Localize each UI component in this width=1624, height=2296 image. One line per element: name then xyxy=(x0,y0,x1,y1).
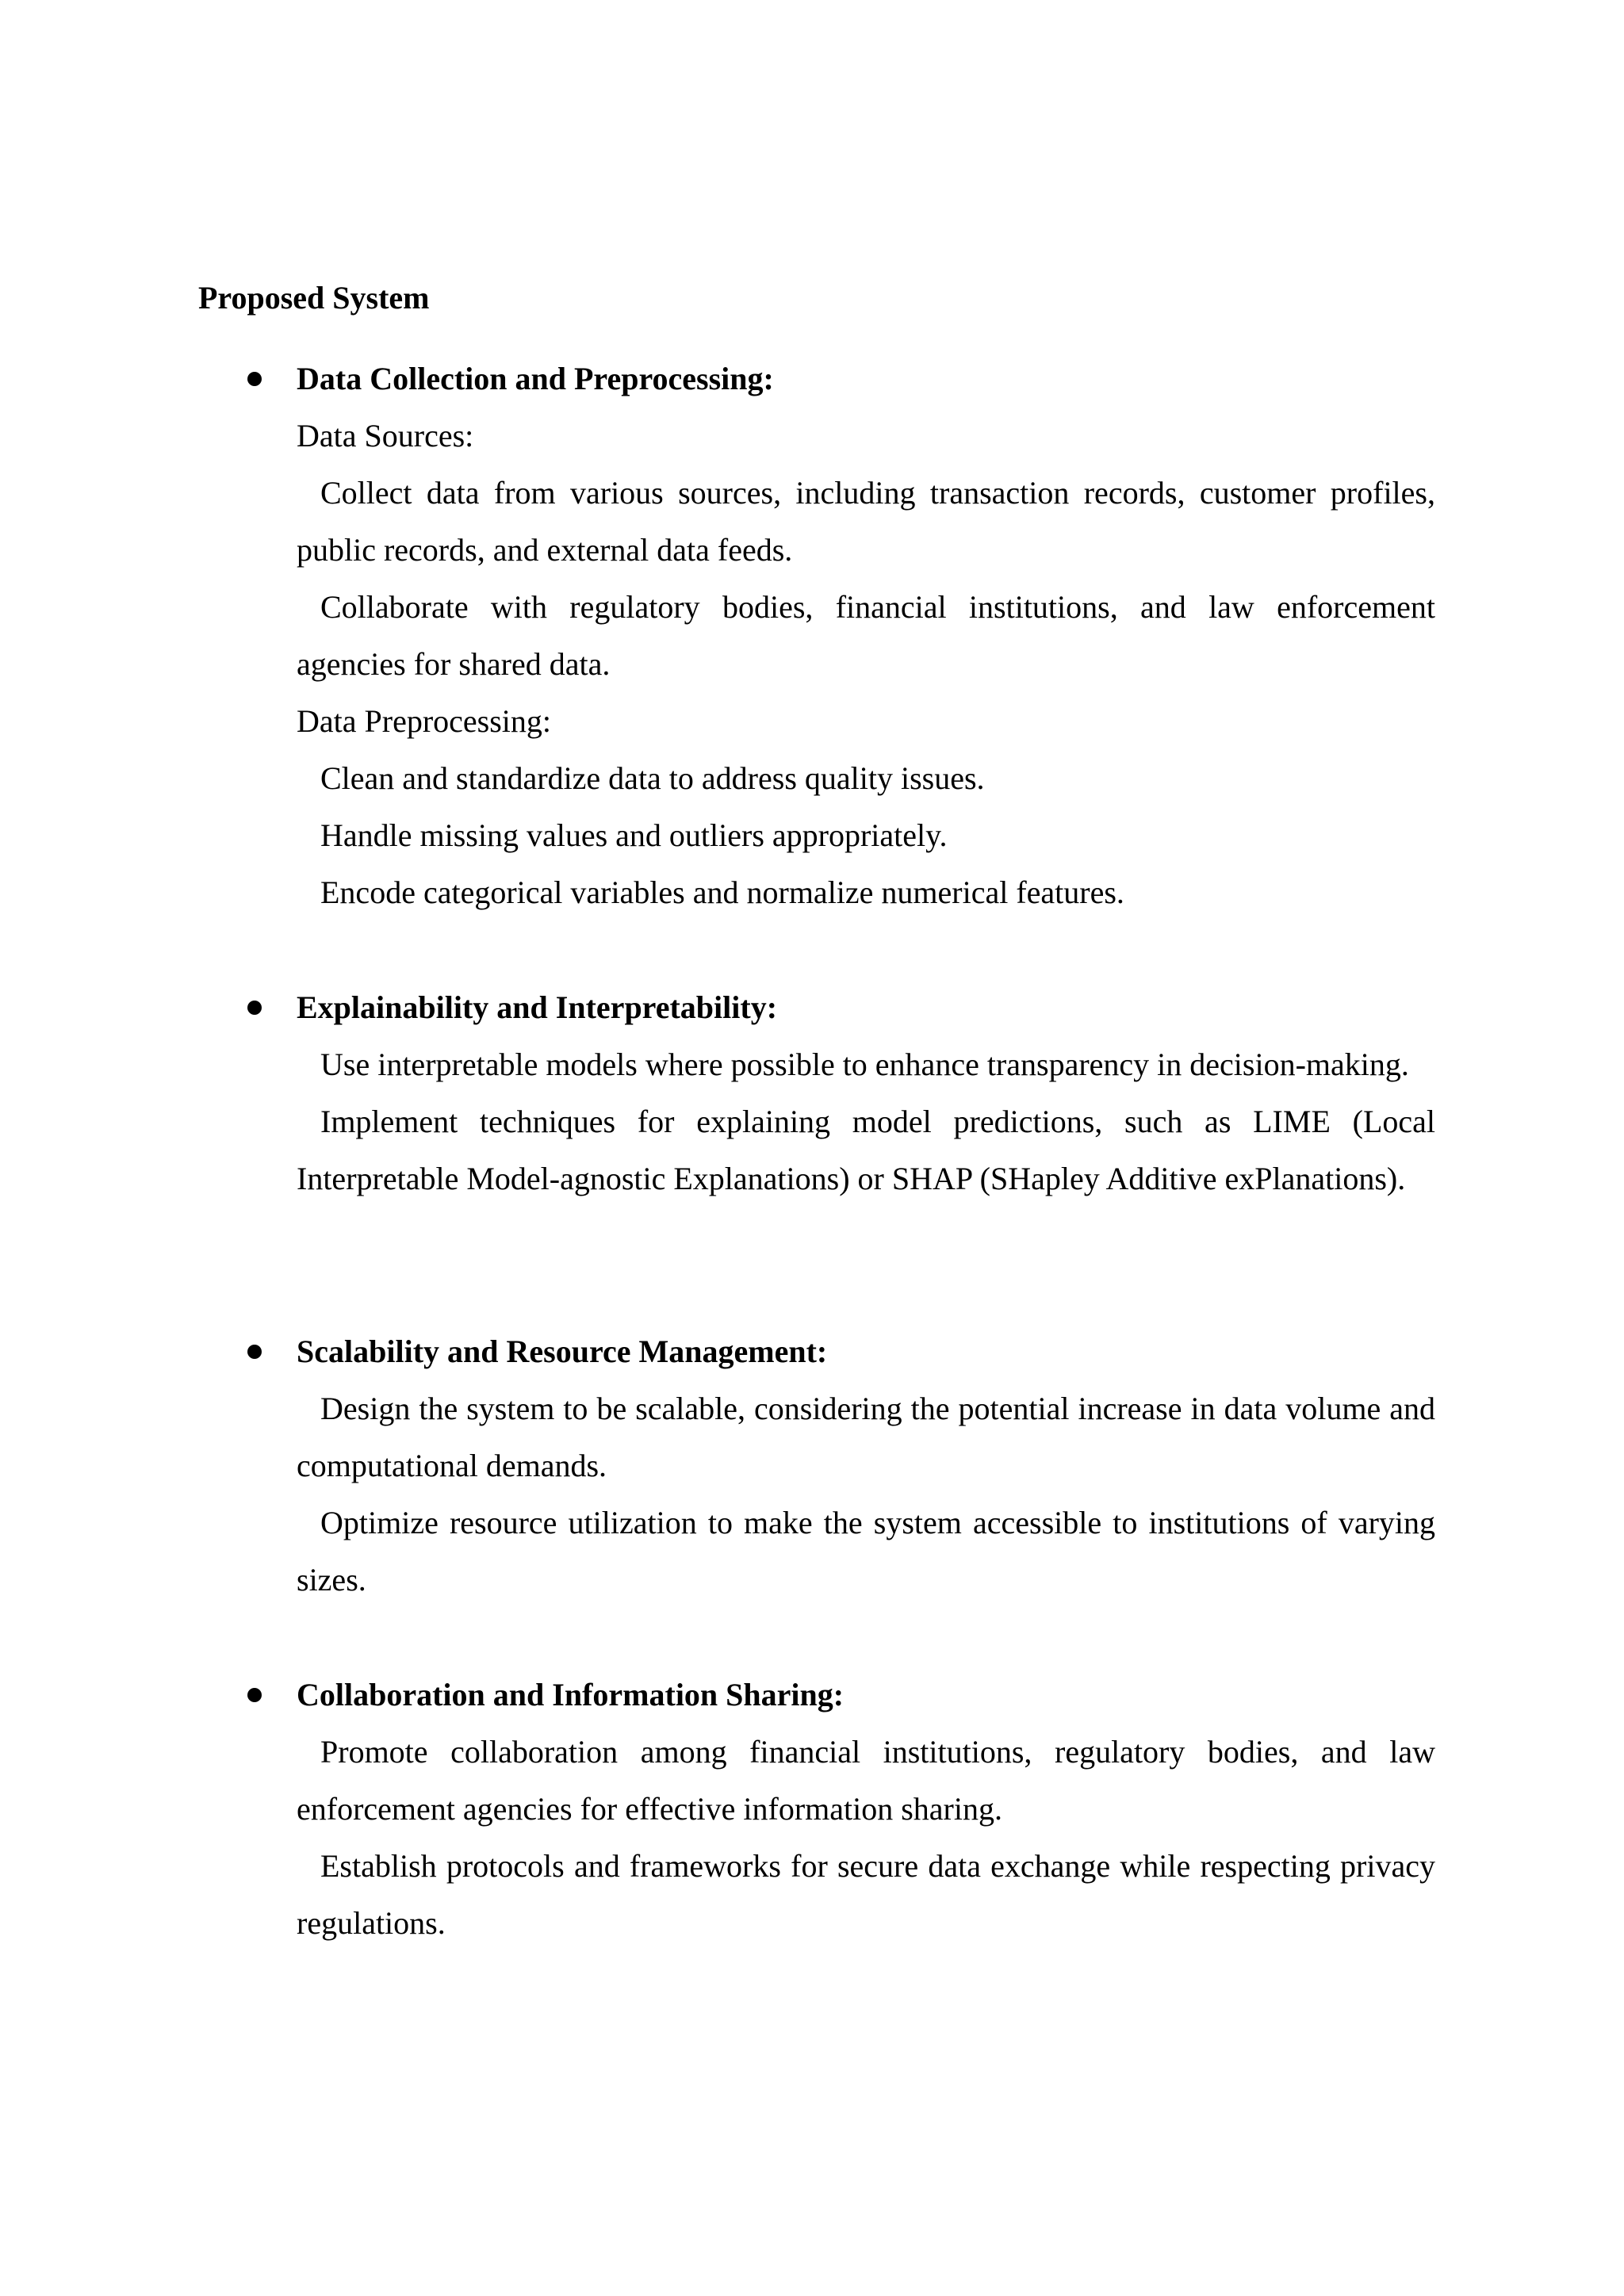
subheading: Data Sources: xyxy=(297,418,474,453)
page-title: Proposed System xyxy=(198,280,430,316)
paragraph: Collaborate with regulatory bodies, financial institutions, and law enforcement agencies for shared data. xyxy=(297,589,1435,682)
paragraph: Clean and standardize data to address quality issues. xyxy=(320,760,985,796)
paragraph: Design the system to be scalable, considering the potential increase in data volume and computational demands. xyxy=(297,1391,1435,1483)
bullet-icon xyxy=(247,1345,262,1359)
bullet-icon xyxy=(247,372,262,386)
subheading: Data Preprocessing: xyxy=(297,703,552,739)
bullet-icon xyxy=(247,1001,262,1015)
paragraph: Use interpretable models where possible to enhance transparency in decision-making. xyxy=(320,1047,1409,1082)
section-heading: Collaboration and Information Sharing: xyxy=(297,1677,845,1712)
section-heading: Data Collection and Preprocessing: xyxy=(297,361,774,396)
paragraph: Establish protocols and frameworks for secure data exchange while respecting privacy regulations. xyxy=(297,1848,1435,1941)
paragraph: Handle missing values and outliers appropriately. xyxy=(320,817,948,853)
paragraph: Promote collaboration among financial institutions, regulatory bodies, and law enforcement agencies for effective information sharing. xyxy=(297,1734,1435,1827)
paragraph: Optimize resource utilization to make the system accessible to institutions of varying sizes. xyxy=(297,1505,1435,1598)
section-heading: Scalability and Resource Management: xyxy=(297,1334,828,1369)
section-heading: Explainability and Interpretability: xyxy=(297,989,778,1025)
paragraph: Implement techniques for explaining model predictions, such as LIME (Local Interpretable Model-agnostic Explanations) or SHAP (SHapley Additive exPlanations). xyxy=(297,1104,1435,1196)
paragraph: Encode categorical variables and normalize numerical features. xyxy=(320,874,1124,910)
bullet-icon xyxy=(247,1688,262,1702)
paragraph: Collect data from various sources, including transaction records, customer profiles, public records, and external data feeds. xyxy=(297,475,1435,568)
